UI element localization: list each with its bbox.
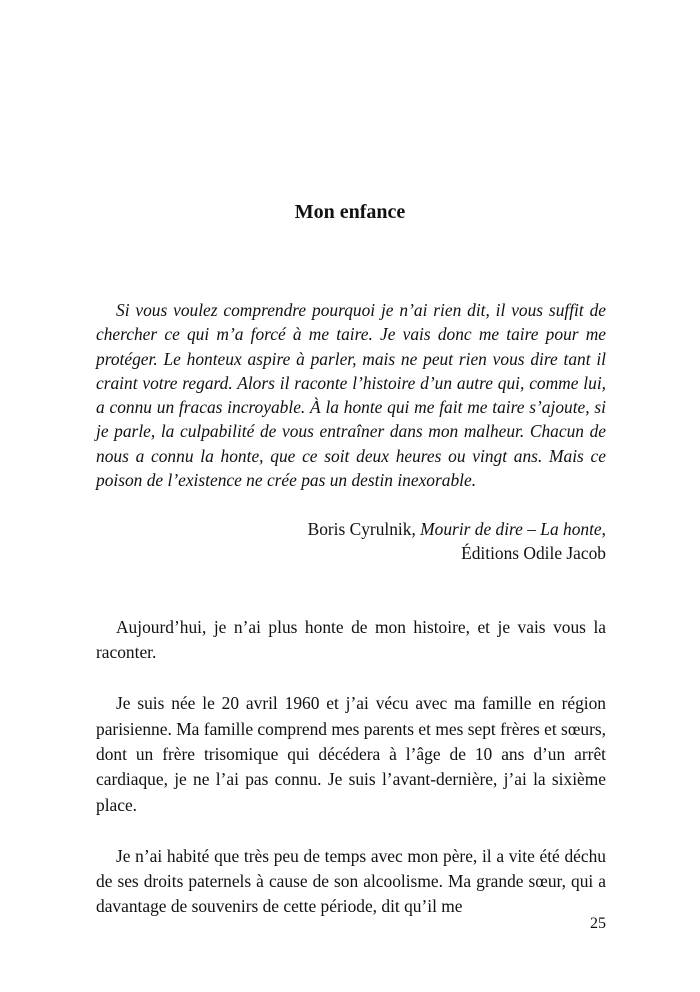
attribution-author: Boris Cyrulnik, (307, 519, 421, 539)
paragraph: Je suis née le 20 avril 1960 et j’ai vécu avec ma famille en région parisienne. Ma famille comprend mes parents et mes sept frères et sœurs, dont un frère trisomique qui décédera à l’âge de 10 ans d’un arrêt cardiaque, je ne l’ai pas connu. Je suis l’avant-dernière, j’ai la sixième place. (96, 693, 606, 815)
paragraph: Je n’ai habité que très peu de temps avec mon père, il a vite été déchu de ses droits paternels à cause de son alcoolisme. Ma grande sœur, qui a davantage de souvenirs de cette période, dit qu’il me (96, 845, 606, 917)
attribution-work-suffix: , (601, 519, 606, 539)
page-number: 25 (590, 915, 606, 932)
body-text (96, 615, 606, 945)
epigraph-text: Si vous voulez comprendre pourquoi je n’ai rien dit, il vous suffit de chercher ce qui m’a forcé à me taire. Je vais donc me taire pour me protéger. Le honteux aspire à parler, mais ne peut rien vous dire tant il craint votre regard. Alors il raconte l’histoire d’un autre qui, comme lui, a connu un fracas incroyable. À la honte qui me fait me taire s’ajoute, si je parle, la culpabilité de vous entraîner dans mon malheur. Chacun de nous a connu la honte, que ce soit deux heures ou vingt ans. Mais ce poison de l’existence ne crée pas un destin inexorable. (96, 300, 606, 491)
attribution-work: Mourir de dire – La honte (420, 519, 602, 539)
epigraph-quote (96, 298, 606, 492)
paragraph: Aujourd’hui, je n’ai plus honte de mon histoire, et je vais vous la raconter. (96, 617, 606, 663)
epigraph-attribution (96, 517, 606, 566)
attribution-author-line (96, 517, 606, 541)
attribution-publisher: Éditions Odile Jacob (461, 543, 606, 564)
chapter-title: Mon enfance (294, 201, 406, 223)
